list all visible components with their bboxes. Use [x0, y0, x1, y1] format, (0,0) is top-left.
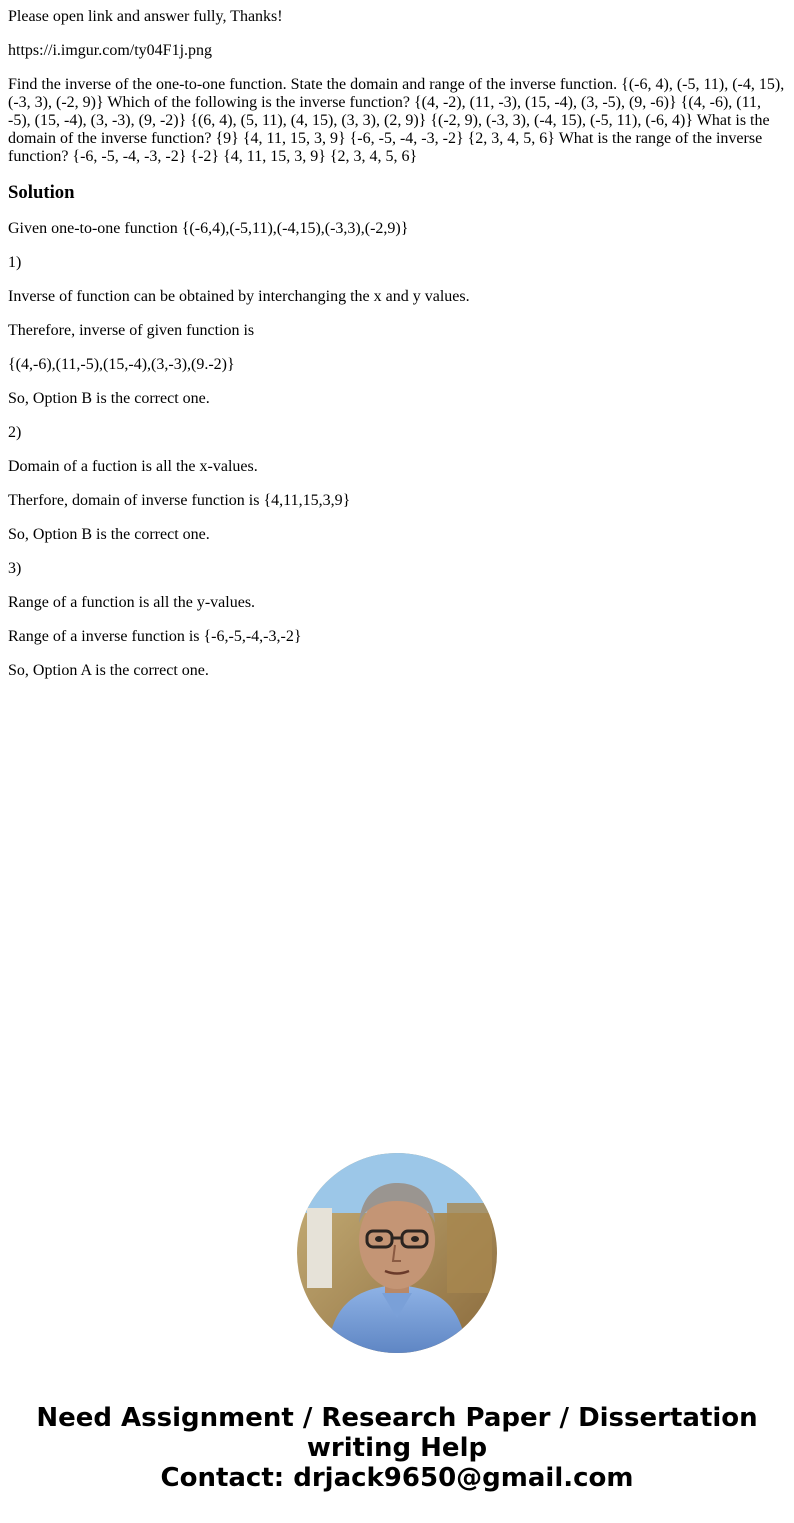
question-text: Find the inverse of the one-to-one function. State the domain and range of the inverse function. {(-6, 4), (-5, 11), (-4, 15), (-3, 3), (-2, 9)} Which of the following is the inverse function? {(4, -2), (11, -3), (15, -4), (3, -5), (9, -6)} {(4, -6), (11, -5), (15, -4), (3, -3), (9, -2)} {(6, 4), (5, 11), (4, 15), (3, 3), (2, 9)} {(-2, 9), (-3, 3), (-4, 15), (-5, 11), (-6, 4)} What is the domain of the inverse function? {9} {4, 11, 15, 3, 9} {-6, -5, -4, -3, -2} {2, 3, 4, 5, 6} What is the range of the inverse function? {-6, -5, -4, -3, -2} {-2} {4, 11, 15, 3, 9} {2, 3, 4, 5, 6}	[8, 76, 785, 165]
solution-line: 3)	[8, 560, 22, 577]
solution-line: 2)	[8, 424, 22, 441]
solution-line: So, Option B is the correct one.	[8, 526, 210, 543]
question-request: Please open link and answer fully, Thanks!	[8, 8, 283, 25]
advertisement-footer	[0, 1403, 794, 1493]
solution-line: Therfore, domain of inverse function is {4,11,15,3,9}	[8, 492, 351, 509]
solution-line: So, Option B is the correct one.	[8, 390, 210, 407]
solution-line: Range of a function is all the y-values.	[8, 594, 256, 611]
author-avatar	[297, 1153, 497, 1353]
solution-line: {(4,-6),(11,-5),(15,-4),(3,-3),(9.-2)}	[8, 356, 235, 373]
solution-line: 1)	[8, 254, 22, 271]
solution-line: So, Option A is the correct one.	[8, 662, 209, 679]
solution-line: Range of a inverse function is {-6,-5,-4,-3,-2}	[8, 628, 302, 645]
footer-line: Need Assignment / Research Paper / Dissertation	[36, 1403, 758, 1433]
solution-line: Given one-to-one function {(-6,4),(-5,11),(-4,15),(-3,3),(-2,9)}	[8, 220, 409, 237]
solution-heading: Solution	[8, 182, 75, 203]
question-link: https://i.imgur.com/ty04F1j.png	[8, 42, 213, 59]
solution-line: Therefore, inverse of given function is	[8, 322, 255, 339]
solution-line: Inverse of function can be obtained by interchanging the x and y values.	[8, 288, 470, 305]
solution-line: Domain of a fuction is all the x-values.	[8, 458, 258, 475]
document-body	[8, 8, 786, 696]
footer-line: writing Help	[306, 1433, 488, 1463]
footer-contact: Contact: drjack9650@gmail.com	[160, 1463, 634, 1493]
author-portrait	[297, 1153, 497, 1353]
